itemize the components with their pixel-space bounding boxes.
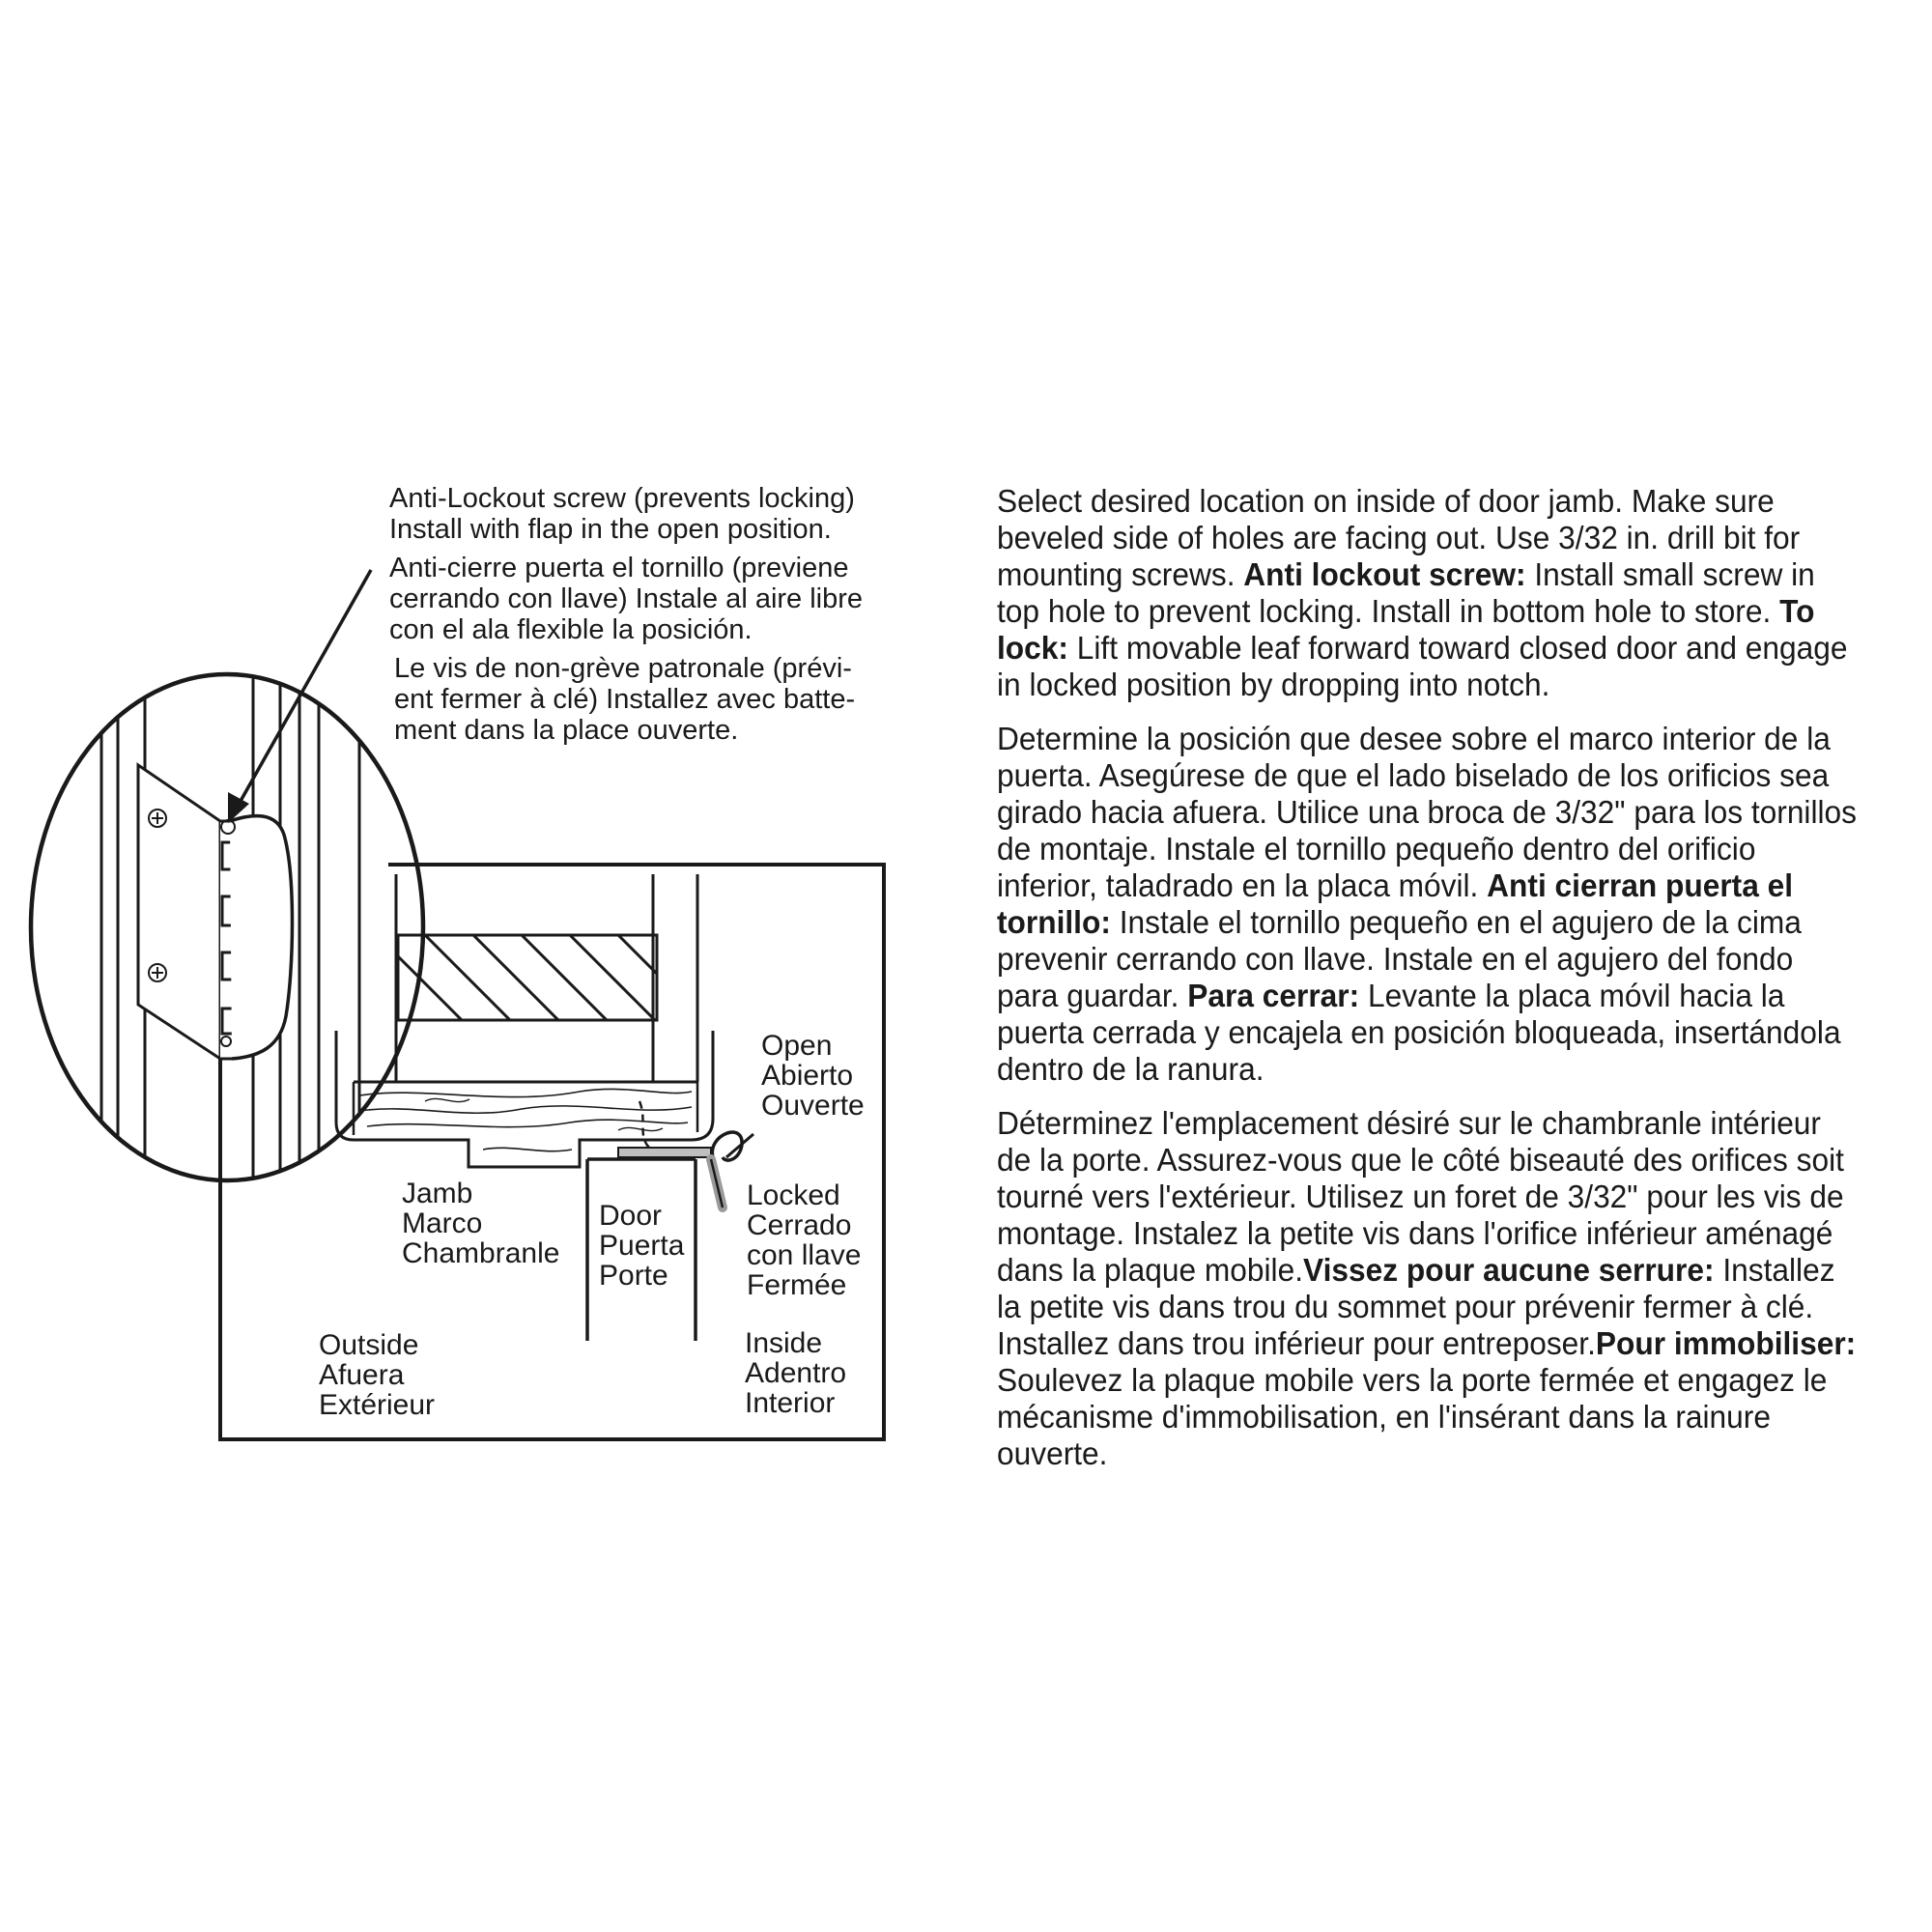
label-locked: Locked Cerrado con llave Fermée: [747, 1179, 862, 1301]
instruction-keyword: Anti cierran puerta el tornillo:: [997, 867, 1794, 940]
instruction-text: Levante la placa móvil hacia la puerta cerrada y encajela en posición bloqueada, insertándola dentro de la ranura.: [997, 978, 1841, 1087]
callout-spanish: Anti-cierre puerta el tornillo (previene cerrando con llave) Instale al aire libre con el ala flexible la posición.: [389, 553, 864, 645]
instruction-text: Instale el tornillo pequeño en el agujero de la cima prevenir cerrando con llave. Instale en el agujero del fondo para guardar.: [997, 904, 1802, 1013]
magnified-detail-view: [31, 628, 423, 1227]
instruction-text: Select desired location on inside of door jamb. Make sure beveled side of holes are facing out. Use 3/32 in. drill bit for mounting screws.: [997, 483, 1801, 592]
instruction-text: Install small screw in top hole to prevent locking. Install in bottom hole to store.: [997, 556, 1815, 629]
instructions-french: [997, 1105, 1861, 1472]
instruction-text: Installez la petite vis dans trou du sommet pour prévenir fermer à clé. Installez dans trou inférieur pour entreposer.: [997, 1252, 1835, 1361]
instruction-text: Determine la posición que desee sobre el marco interior de la puerta. Asegúrese de que el lado biselado de los orificios sea girado hacia afuera. Utilice una broca de 3/32" para los tornillos de montaje. Instale el tornillo pequeño dentro del orificio inferior, taladrado en la placa móvil.: [997, 721, 1858, 903]
instruction-keyword: Anti lockout screw:: [1243, 556, 1526, 592]
instruction-text: Soulevez la plaque mobile vers la porte fermée et engagez le mécanisme d'immobilisation, en l'insérant dans la rainure ouverte.: [997, 1362, 1828, 1471]
instructions-spanish: [997, 721, 1861, 1088]
instruction-text: Déterminez l'emplacement désiré sur le chambranle intérieur de la porte. Assurez-vous que le côté biseauté des orifices soit tourné vers l'extérieur. Utilisez un foret de 3/32" pour les vis de montage. Instalez la petite vis dans l'orifice inférieur aménagé dans la plaque mobile.: [997, 1105, 1844, 1288]
label-door: Door Puerta Porte: [599, 1200, 685, 1292]
label-outside: Outside Afuera Extérieur: [319, 1329, 436, 1421]
guard-plate: [618, 1101, 753, 1208]
instruction-keyword: Pour immobiliser:: [1595, 1325, 1857, 1361]
callout-french: Le vis de non-grève patronale (prévi- ent fermer à clé) Installez avec batte- ment dans la place ouverte.: [394, 653, 856, 746]
label-open: Open Abierto Ouverte: [761, 1030, 865, 1122]
instructions-english: [997, 483, 1861, 703]
instructions-block: [997, 483, 1861, 1490]
wall-structure: [396, 874, 697, 1082]
label-jamb: Jamb Marco Chambranle: [402, 1178, 560, 1269]
door-jamb: [336, 1031, 713, 1167]
label-inside: Inside Adentro Interior: [745, 1327, 847, 1419]
callout-english: Anti-Lockout screw (prevents locking) Install with flap in the open position.: [389, 483, 855, 545]
instruction-keyword: To lock:: [997, 593, 1815, 666]
instruction-keyword: Vissez pour aucune serrure:: [1303, 1252, 1715, 1288]
instruction-keyword: Para cerrar:: [1187, 978, 1360, 1013]
instruction-text: Lift movable leaf forward toward closed door and engage in locked position by dropping into notch.: [997, 630, 1848, 702]
